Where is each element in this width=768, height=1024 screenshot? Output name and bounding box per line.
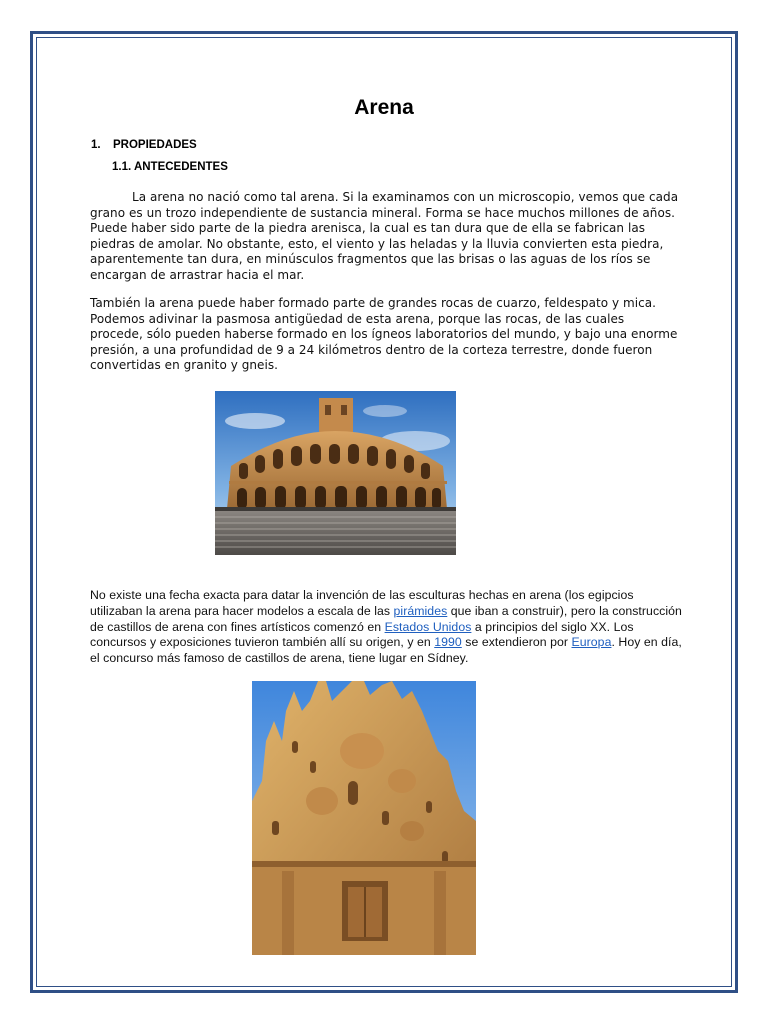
paragraph-3-text-2: que iban a construir), pero la construcción de castillos de arena con fines artísticos comenzó en [90,603,682,634]
sand-castle-photo [252,681,476,955]
paragraph-1: La arena no nació como tal arena. Si la examinamos con un microscopio, vemos que cada grano es un trozo independiente de sustancia mineral. Forma se hace muchos millones de años. Puede haber sido parte de la piedra arenisca, la cual es tan dura que de ella se fabrican las piedras de amolar. No obstante, esto, el viento y las heladas y la lluvia convierten esta piedra, aparentemente tan dura, en minúsculos fragmentos que las brisas o las aguas de los ríos se encargan de arrastrar hacia el mar. [90,190,679,282]
section-number: 1. [91,139,101,151]
subsection-heading: 1.1. ANTECEDENTES [112,161,228,173]
link-europa[interactable]: Europa [571,635,612,650]
paragraph-3-text-1: No existe una fecha exacta para datar la invención de las esculturas hechas en arena (los egipcios utilizaban la arena para hacer modelos a escala de las [90,588,634,618]
paragraph-3-text-5: . Hoy en día, el concurso más famoso de castillos de arena, tiene lugar en Sídney. [90,635,682,666]
section-label: PROPIEDADES [113,139,197,151]
document-title: Arena [354,96,414,119]
amphitheatre-photo [215,391,456,555]
link-estados-unidos[interactable]: Estados Unidos [384,619,472,634]
paragraph-2: También la arena puede haber formado parte de grandes rocas de cuarzo, feldespato y mica. Podemos adivinar la pasmosa antigüedad de esta arena, porque las rocas, de las cuales procede, sólo pueden haberse formado en los ígneos laboratorios del mundo, y bajo una enorme presión, a una profundidad de 9 a 24 kilómetros dentro de la corteza terrestre, donde fueron convertidas en granito y gneis. [90,296,678,373]
link-1990[interactable]: 1990 [434,635,462,650]
section-heading [91,139,197,151]
paragraph-3-text-4: se extendieron por [461,635,572,650]
paragraph-3 [90,588,685,667]
paragraph-3-text-3: a principios del siglo XX. Los concursos y exposiciones tuvieron también allí su origen, y en [90,619,634,650]
link-piramides[interactable]: pirámides [393,603,448,618]
